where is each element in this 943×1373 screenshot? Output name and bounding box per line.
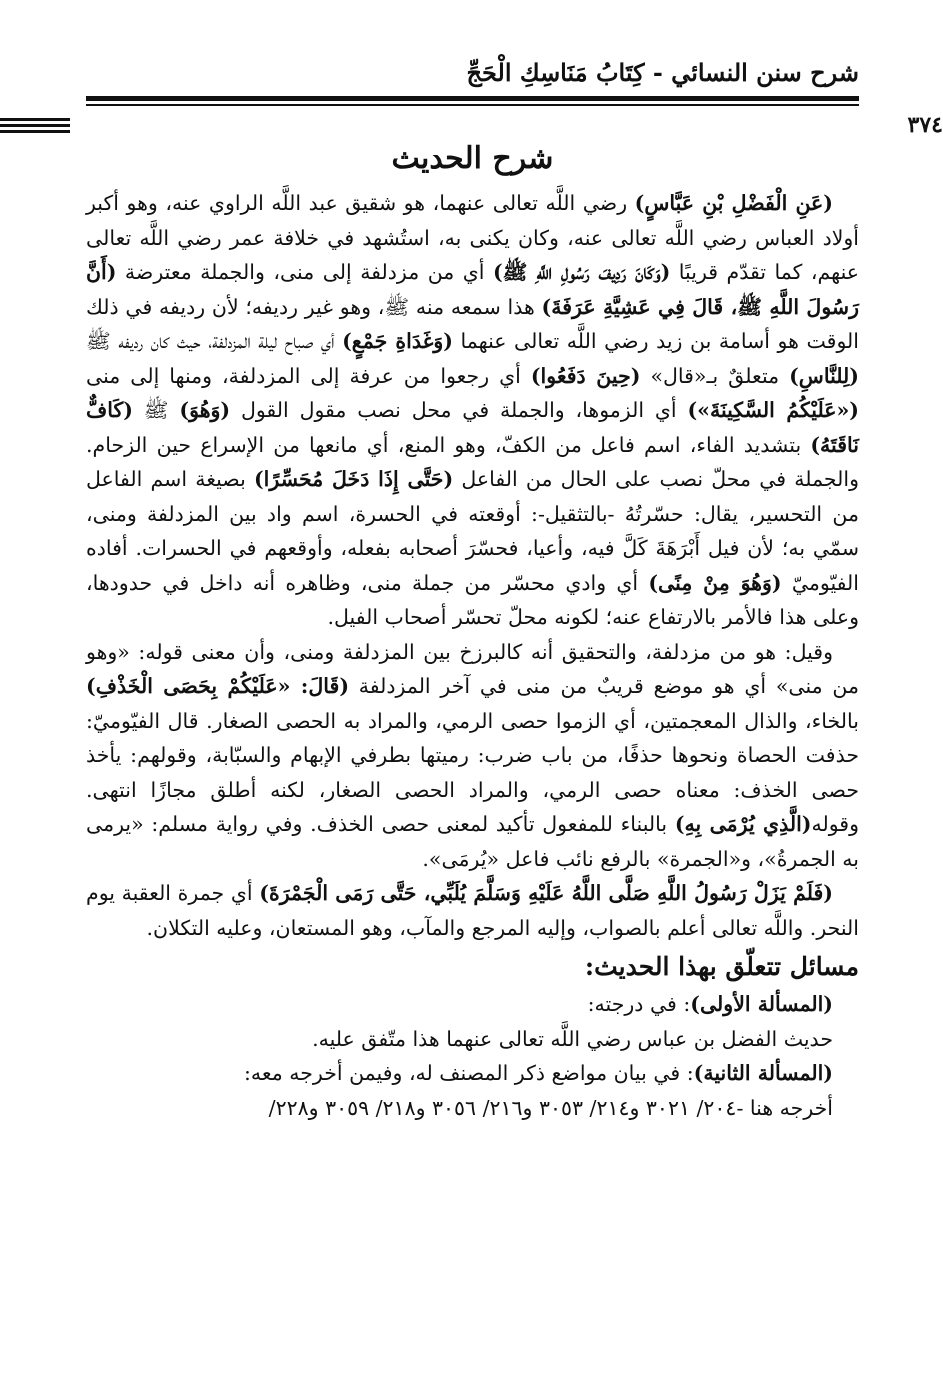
- commentary-paragraph: [86, 635, 859, 877]
- page-number: ٣٧٤: [907, 112, 943, 138]
- hadith-quote: (أَنَّ رَسُولَ اللَّهِ ﷺ، قَالَ فِي عَشِيَّةِ عَرَفَةَ): [86, 260, 859, 319]
- commentary-text: ﷺ: [132, 398, 180, 422]
- commentary-text: أي صباح ليلة المزدلفة، حيث كان رديفه ﷺ: [86, 329, 343, 353]
- page-header: [86, 0, 859, 92]
- section-title: شرح الحديث: [391, 141, 554, 176]
- commentary-paragraphs: [86, 186, 859, 945]
- hadith-quote: (حَتَّى إِذَا دَخَلَ مُحَسِّرًا): [253, 467, 454, 491]
- commentary-text: أي الزموها، والجملة في محل نصب مقول القول: [230, 398, 688, 422]
- commentary-text: بالخاء، والذال المعجمتين، أي الزموا حصى الرمي، والمراد به الحصى الصغار. قال الفيّوميّ: حذفت الحصاة ونحوها حذفًا، من باب ضرب: رميتها بطرفي الإبهام والسبّابة، وقولهم: يأخذ حصى الخذف: معناه حصى الرمي، والمراد الحصى الصغار، لكنه أطلق مجازًا انتهى. وقوله: [86, 708, 860, 836]
- issues-heading: مسائل تتعلّق بهذا الحديث:: [584, 952, 859, 981]
- running-header-title: شرح سنن النسائي - كِتَابُ مَنَاسِكِ الْحَجِّ: [466, 58, 859, 87]
- commentary-text: وقيل: هو من مزدلفة، والتحقيق أنه كالبرزخ بين المزدلفة ومنى، وأن معنى قوله: «وهو من منى» أي هو موضع قريبٌ من منى في آخر المزدلفة: [86, 639, 859, 698]
- issue-topic: : في درجته:: [587, 992, 691, 1016]
- hadith-quote: (وَهُوَ مِنْ مِنًى): [648, 570, 782, 595]
- hadith-quote: (حِينَ دَفَعُوا): [530, 363, 641, 388]
- commentary-text: بالبناء للمفعول تأكيد لمعنى حصى الخذف. وفي رواية مسلم: «يرمى به الجمرةُ»، و«الجمرة» بالرفع نائب فاعل «يُرمَى».: [86, 812, 859, 871]
- hadith-quote: (الَّذِي يُرْمَى بِهِ): [674, 812, 812, 836]
- hadith-quote: (عَنِ الْفَضْلِ بْنِ عَبَّاسٍ): [634, 191, 833, 215]
- page-number-ornament-line: [0, 130, 70, 133]
- hadith-quote: («عَلَيْكُمُ السَّكِينَةَ»): [687, 398, 859, 422]
- issues-list: [86, 987, 859, 1125]
- issue-topic: : في بيان مواضع ذكر المصنف له، وفيمن أخرجه معه:: [243, 1061, 694, 1085]
- issue-heading: [86, 1056, 859, 1091]
- hadith-quote: (فَلَمْ يَزَلْ رَسُولُ اللَّهِ صَلَّى اللَّهُ عَلَيْهِ وَسَلَّمَ يُلَبِّي، حَتَّى رَمَى الْجَمْرَةَ): [259, 881, 834, 905]
- commentary-paragraph: [86, 186, 859, 635]
- hadith-quote: (وَهُوَ): [179, 398, 231, 422]
- commentary-text: متعلقٌ بـ«قال»: [640, 363, 790, 388]
- hadith-quote: (وَغَدَاةِ جَمْعٍ): [342, 329, 453, 353]
- issue-heading: [86, 987, 859, 1022]
- hadith-quote: (وَكَانَ رَدِيفَ رَسُولِ اللَّهِ ﷺ): [492, 260, 671, 284]
- hadith-quote: (كَافٌّ نَاقَتَهُ): [86, 398, 859, 457]
- issue-text: حديث الفضل بن عباس رضي اللَّه تعالى عنهما هذا متّفق عليه.: [312, 1026, 833, 1051]
- commentary-text: هذا سمعه منه ﷺ، وهو غير رديفه؛ لأن رديفه في ذلك الوقت هو أسامة بن زيد رضي اللَّه تعالى عنهما: [86, 294, 859, 353]
- hadith-quote: (لِلنَّاسِ): [789, 363, 859, 388]
- page-number-ornament-line: [0, 118, 70, 121]
- page-content: [86, 138, 859, 1125]
- header-rule-thick: [86, 96, 859, 101]
- issue-label: (المسألة الأولى): [690, 992, 833, 1016]
- commentary-text: رضي اللَّه تعالى عنهما، هو شقيق عبد اللَّه الراوي عنه، وهو أكبر أولاد العباس رضي اللَّه تعالى عنه، وكان يكنى به، استُشهد في خلافة عمر رضي اللَّه تعالى عنهم، كما تقدّم قريبًا: [86, 191, 859, 284]
- commentary-paragraph: [86, 876, 859, 945]
- issue-label: (المسألة الثانية): [693, 1061, 833, 1085]
- commentary-text: بتشديد الفاء، اسم فاعل من الكفّ، وهو المنع، أي مانعها من الإسراع حين الزحام. والجملة في محلّ نصب على الحال من الفاعل: [86, 432, 859, 491]
- commentary-text: أي جمرة العقبة يوم النحر. واللَّه تعالى أعلم بالصواب، وإليه المرجع والمآب، وهو المستعان، وعليه التكلان.: [86, 881, 859, 940]
- commentary-text: أي رجعوا من عرفة إلى المزدلفة، ومنها إلى منى: [86, 363, 531, 388]
- hadith-quote: (قَالَ: «عَلَيْكُمْ بِحَصَى الْخَذْفِ): [86, 674, 350, 698]
- commentary-text: أي وادي محسّر من جملة منى، وظاهره أنه داخل في حدودها، وعلى هذا فالأمر بالارتفاع عنه؛ لكونه محلّ تحسّر أصحاب الفيل.: [86, 570, 859, 629]
- commentary-text: أي من مزدلفة إلى منى، والجملة معترضة: [116, 260, 493, 284]
- commentary-text: بصيغة اسم الفاعل من التحسير، يقال: حسّرتُهُ -بالتثقيل-: أوقعته في الحسرة، اسم واد بين المزدلفة ومنى، سمّي به؛ لأن فيل أَبْرَهَةَ كَلَّ فيه، وأعيا، فحسّرَ أصحابه بفعله، وأوقعهم في الحسرات. أفاده الفيّوميّ: [86, 467, 859, 595]
- issue-text: أخرجه هنا -٢٠٤/ ٣٠٢١ و٢١٤/ ٣٠٥٣ و٢١٦/ ٣٠٥٦ و٢١٨/ ٣٠٥٩ و٢٢٨/: [268, 1095, 833, 1120]
- page-number-ornament-line: [0, 124, 70, 127]
- header-rule-thin: [86, 104, 859, 106]
